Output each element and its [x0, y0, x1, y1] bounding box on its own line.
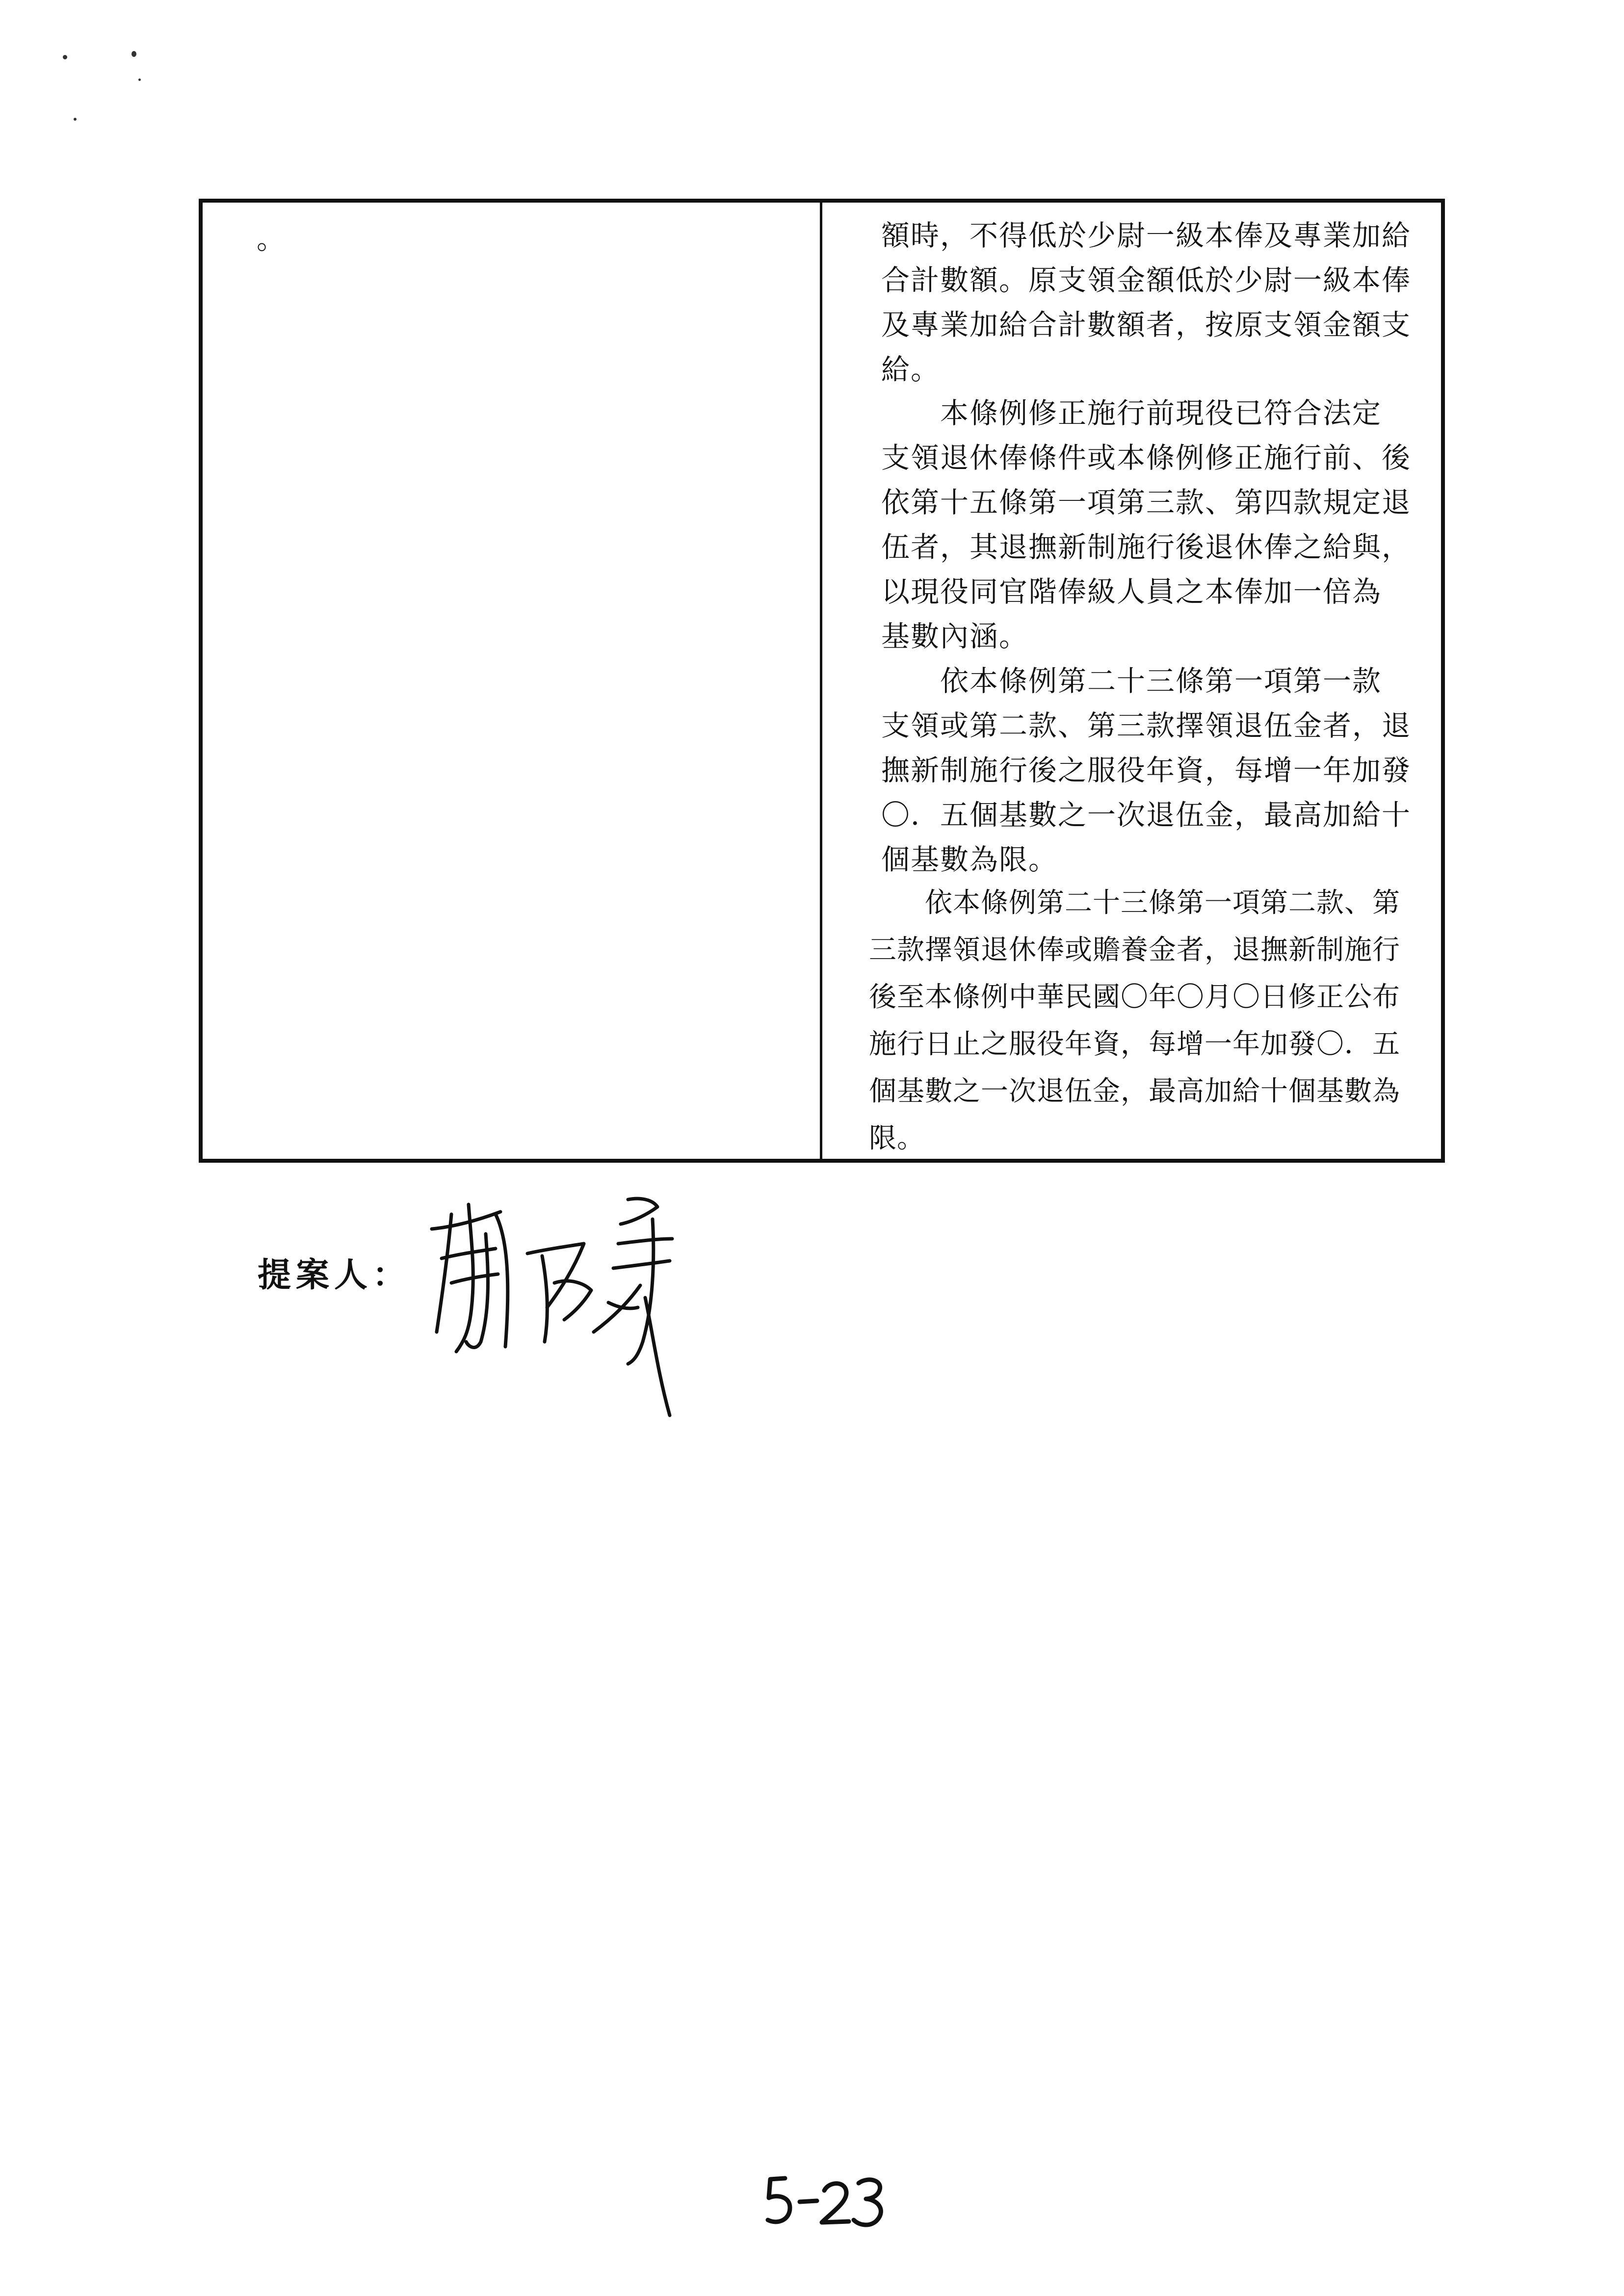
- scan-speck: [63, 55, 67, 59]
- right-paragraph-2: [881, 391, 1411, 659]
- text-line: 依本條例第二十三條第一項第二款、第: [869, 887, 1400, 919]
- text-line: 個基數之一次退伍金，最高加給十個基數為: [869, 1075, 1400, 1107]
- proposal-table: [199, 199, 1445, 1163]
- text-line: 支領或第二款、第三款擇領退伍金者，退: [881, 709, 1412, 742]
- scan-speck: [138, 78, 141, 81]
- text-line: 支領退休俸條件或本條例修正施行前、後: [881, 441, 1412, 474]
- text-line: 個基數為限。: [881, 843, 1058, 876]
- table-left-column: [203, 203, 822, 1159]
- text-line: 本條例修正施行前現役已符合法定: [881, 396, 1382, 430]
- handwritten-signature: [422, 1185, 707, 1420]
- text-line: 〇．五個基數之一次退伍金，最高加給十: [881, 798, 1412, 832]
- text-line: 撫新制施行後之服役年資，每增一年加發: [881, 754, 1412, 787]
- right-paragraph-4: [869, 880, 1400, 1162]
- text-line: 給。: [881, 353, 941, 386]
- left-cell-text: 。: [257, 222, 286, 256]
- text-line: 三款擇領退休俸或贍養金者，退撫新制施行: [869, 934, 1400, 966]
- page-number-handwritten: [763, 2168, 891, 2232]
- text-line: 後至本條例中華民國〇年〇月〇日修正公布: [869, 981, 1400, 1013]
- right-paragraph-3: [881, 659, 1411, 882]
- text-line: 基數內涵。: [881, 620, 1029, 653]
- text-line: 及專業加給合計數額者，按原支領金額支: [881, 308, 1412, 341]
- right-paragraph-1: [881, 213, 1411, 392]
- table-right-column: [822, 203, 1441, 1159]
- scan-speck: [74, 118, 77, 121]
- proposer-label: 提案人：: [258, 1255, 411, 1295]
- text-line: 依本條例第二十三條第一項第一款: [881, 664, 1382, 698]
- text-line: 伍者，其退撫新制施行後退休俸之給與，: [881, 530, 1412, 564]
- text-line: 額時，不得低於少尉一級本俸及專業加給: [881, 219, 1412, 252]
- text-line: 依第十五條第一項第三款、第四款規定退: [881, 486, 1412, 519]
- text-line: 合計數額。原支領金額低於少尉一級本俸: [881, 263, 1412, 297]
- scan-speck: [131, 51, 136, 57]
- text-line: 限。: [869, 1122, 925, 1154]
- text-line: 以現役同官階俸級人員之本俸加一倍為: [881, 575, 1382, 608]
- text-line: 施行日止之服役年資，每增一年加發〇．五: [869, 1028, 1400, 1060]
